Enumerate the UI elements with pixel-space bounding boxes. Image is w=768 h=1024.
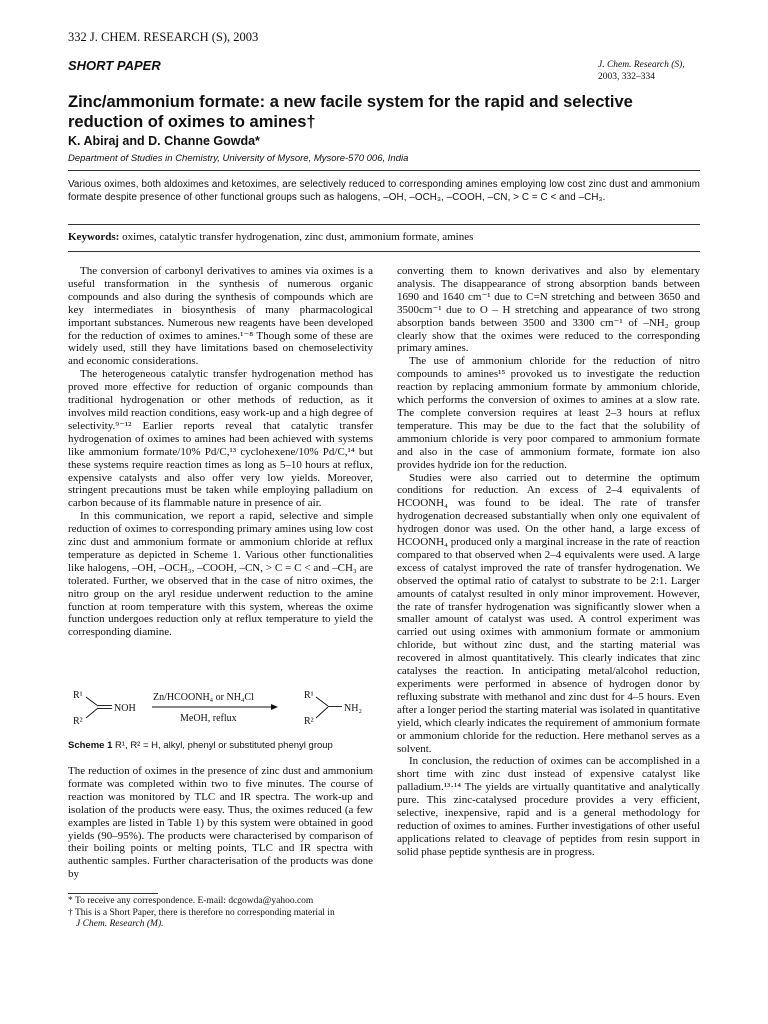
journal-reference xyxy=(598,59,685,83)
keywords-label: Keywords: xyxy=(68,231,120,243)
footnotes xyxy=(68,896,378,931)
running-head: 332 J. CHEM. RESEARCH (S), 2003 xyxy=(68,30,259,44)
noh-label: NOH xyxy=(114,703,136,714)
reagent-bottom: MeOH, reflux xyxy=(180,713,237,724)
paragraph: converting them to known derivatives and also by elementary analysis. The disappearance of strong absorption bands between 1690 and 1640 cm⁻¹ due to C=N stretching and between 3650 and 3500cm⁻¹ due to O – H stretching and appearance of two strong absorption bands between 3500 and 3300 cm⁻¹ of –NH₂ group clearly show that the oximes were reduced to the corresponding primary amines. xyxy=(397,265,700,355)
paragraph: Studies were also carried out to determine the optimum conditions for reduction. An excess of 2–4 equivalents of HCOONH₄ was found to be ideal. The rate of transfer hydrogenation decreased substantially when only one equivalent of hydrogen donor was used. On the other hand, a large excess of HCOONH₄ produced only a marginal increase in the rate of reaction compared to that observed when 2–4 equivalents were used. A large excess of catalyst improved the rate of transfer hydrogenation. We observed the optimal ratio of catalyst to substrate to be 2:1. Larger amounts of catalyst resulted in only minor improvement. However, the rate of transfer hydrogenation was significantly slower when a smaller amount of catalyst was used. A control experiment was carried out using oximes with ammonium formate or ammonium chloride, but without zinc dust, and the starting material was recovered in almost quantitatively. This clearly indicates that zinc catalyses the reaction. In anticipating metal/alcohol reduction, experiments were performed in absence of hydrogen donor by refluxing substrate with methanol and zinc dust for 4–5 hours. Even after a longer period the starting material was isolated in quantitative yield, which clearly indicates the requirement of ammonium formate or ammonium chloride for the reduction. Here methanol serves as a solvent. xyxy=(397,471,701,755)
r2-product-label: R² xyxy=(304,716,314,727)
section-label: SHORT PAPER xyxy=(68,58,161,73)
paragraph: The conversion of carbonyl derivatives to amines via oximes is a useful transformation in the synthesis of numerous organic compounds and also during the synthesis of compounds which are key intermediates in biosynthesis of many pharmacological important substances. Numerous new reagents have been developed for the reduction of oximes to amines.¹⁻⁸ Though some of these are widely used, still they have limitations based on chemoselectivity and economic considerations. xyxy=(68,265,373,368)
paragraph: In this communication, we report a rapid, selective and simple reduction of oximes to corresponding primary amines using low cost zinc dust and ammonium formate or ammonium chloride at reflux temperature as depicted in Scheme 1. Various other functionalities like halogens, –OH, –OCH₃, –COOH, –CN, > C = C < and –CH₃ are tolerated. Further, we observed that in the case of nitro oximes, the nitro group on the aryl residue underwent reduction to the amine function at room temperature with this system, whereas the oxime function undergoes reduction only at reflux temperature to yield the corresponding diamine. xyxy=(68,510,373,639)
bond xyxy=(316,697,328,706)
r1-label: R¹ xyxy=(73,690,83,701)
paragraph: In conclusion, the reduction of oximes can be accomplished in a short time with zinc dust instead of expensive catalyst like palladium.¹³·¹⁴ The yields are virtually quantitative and analytically pure. This zinc-catalysed procedure provides a very efficient, selective, inexpensive, rapid and is a general methodology for reduction of oximes to amines. Further investigations of other useful applications related to cleavage of peptides from resin support in solid phase peptide synthesis are in progress. xyxy=(397,755,700,858)
paragraph: The heterogeneous catalytic transfer hydrogenation method has proved more effective for reduction of organic compounds than traditional hydrogenation or other methods of reduction, as it involves mild reaction conditions, easy work-up and a high degree of selectivity.⁹⁻¹² Earlier reports reveal that catalytic transfer hydrogenation of oximes to amines had been achieved with systems like ammonium formate/10% Pd/C,¹³ cyclohexene/10% Pd/C,¹⁴ but these systems require reaction times as long as 5–10 hours at reflux, expensive catalysts and also offer very low yields. Moreover, stringent precautions must be taken while employing palladium on carbon because of its flammable nature in presence of air. xyxy=(68,368,373,510)
affiliation: Department of Studies in Chemistry, University of Mysore, Mysore-570 006, India xyxy=(68,153,409,164)
abstract: Various oximes, both aldoximes and ketoximes, are selectively reduced to corresponding amines employing low cost zinc dust and ammonium formate despite presence of other functional groups such as halogens, –OH, –OCH₃, –COOH, –CN, > C = C < and –CH₃. xyxy=(68,179,700,203)
keywords-text: oximes, catalytic transfer hydrogenation, zinc dust, ammonium formate, amines xyxy=(119,231,474,243)
footnote-divider xyxy=(68,893,158,894)
nh2-label: NH₂ xyxy=(344,703,362,714)
footnote-short-paper: † This is a Short Paper, there is therefore no corresponding material in xyxy=(68,907,335,918)
footnote-short-paper-cont: J Chem. Research (M). xyxy=(76,919,164,929)
divider xyxy=(68,224,700,225)
bond xyxy=(86,697,98,706)
reagent-top: Zn/HCOONH₄ or NH₄Cl xyxy=(153,692,254,703)
bond xyxy=(86,708,98,718)
scheme-caption-text: R¹, R² = H, alkyl, phenyl or substituted phenyl group xyxy=(112,740,333,751)
divider xyxy=(68,170,700,171)
authors: K. Abiraj and D. Channe Gowda* xyxy=(68,134,260,148)
scheme-caption xyxy=(68,740,333,751)
bond xyxy=(316,707,328,718)
left-column xyxy=(68,265,373,639)
scheme-caption-label: Scheme 1 xyxy=(68,740,113,751)
paragraph: The reduction of oximes in the presence of zinc dust and ammonium formate was completed within two to five minutes. The course of reaction was monitored by TLC and IR spectra. The work-up and isolation of the products were easy. Thus, the oximes reduced (a few examples are listed in Table 1) by this system were obtained in good yields (90–95%). The products were characterised by comparison of their boiling points or melting points, TLC and IR spectra with authentic samples. Further characterisation of the products was done by xyxy=(68,765,373,881)
journal-reference-pages: 2003, 332–334 xyxy=(598,72,655,82)
left-column-lower xyxy=(68,765,373,881)
journal-reference-title: J. Chem. Research (S), xyxy=(598,60,685,70)
paragraph: The use of ammonium chloride for the reduction of nitro compounds to amines¹⁵ provoked us to investigate the reduction reaction by replacing ammonium formate by ammonium chloride, which performs the conversion of oximes to amines at a slow rate. The complete conversion requires at least 2–3 hours at reflux temperature. This may be due to the fact that the solubility of ammonium chloride is very poor compared to ammonium formate and also in the case of ammonium formate, formate ion also provides hydride ion for the reduction. xyxy=(397,355,700,471)
keywords xyxy=(68,231,700,243)
r2-label: R² xyxy=(73,716,83,727)
arrow-head xyxy=(271,704,278,710)
right-column xyxy=(397,265,700,859)
divider xyxy=(68,251,700,252)
r1-product-label: R¹ xyxy=(304,690,314,701)
paper-title: Zinc/ammonium formate: a new facile system for the rapid and selective reduction of oximes to amines† xyxy=(68,93,633,131)
footnote-correspondence: * To receive any correspondence. E-mail: dcgowda@yahoo.com xyxy=(68,896,314,906)
